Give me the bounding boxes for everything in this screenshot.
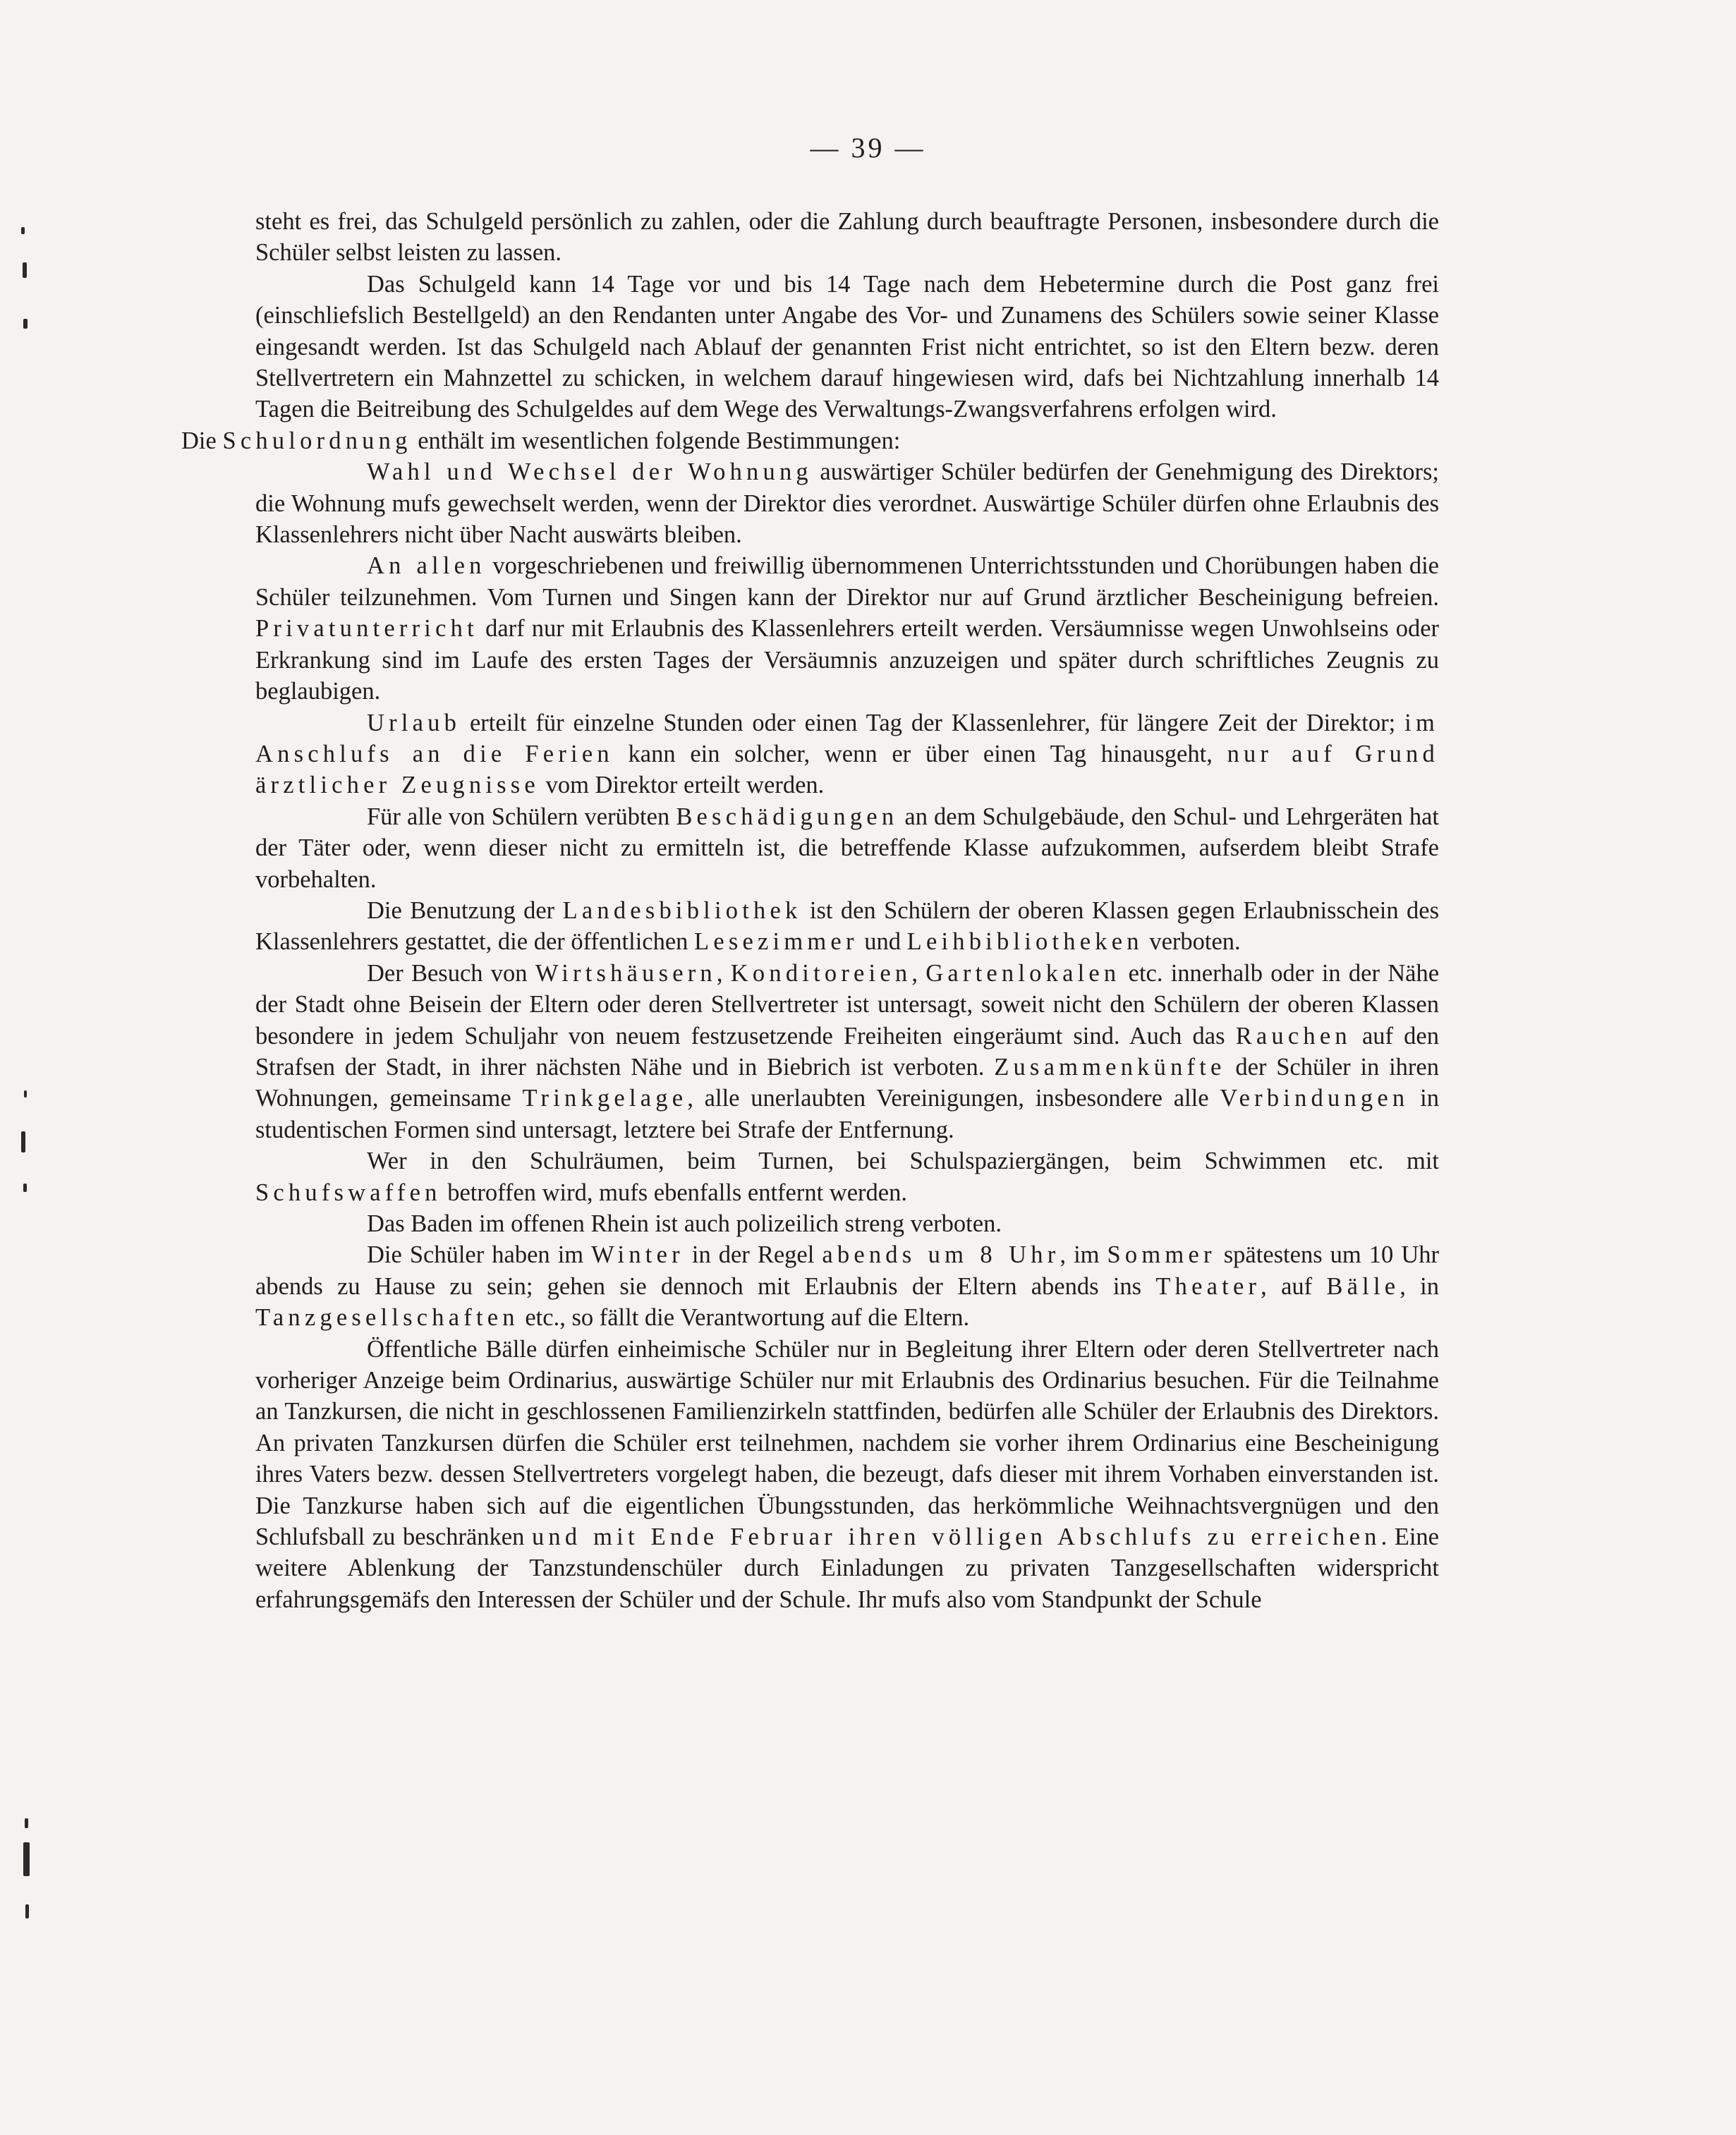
text-run: , alle unerlaubten Vereinigungen, insbesondere alle: [687, 1085, 1220, 1112]
spaced-emphasis: Tanzgesellschaften: [255, 1304, 519, 1332]
scan-artifact: [25, 1904, 29, 1918]
spaced-emphasis: Schulordnung: [222, 427, 412, 454]
scan-artifact: [23, 319, 28, 329]
paragraph-p3: [181, 425, 1439, 456]
paragraph-p9: [255, 958, 1439, 1145]
spaced-emphasis: Beschädigungen: [676, 803, 899, 830]
text-run: betroffen wird, mufs ebenfalls entfernt werden.: [441, 1179, 907, 1206]
paragraph-p1: [255, 206, 1439, 269]
paragraph-p13: [255, 1334, 1439, 1616]
spaced-emphasis: Schufswaffen: [255, 1179, 442, 1206]
text-run: verboten.: [1143, 928, 1241, 956]
text-run: etc., so fällt die Verantwortung auf die Eltern.: [518, 1304, 970, 1332]
text-run: darf nur mit Erlaubnis des Klassenlehrers erteilt werden. Versäumnisse wegen Unwohlseins oder Erkrankung sind im Laufe des ersten Tages der Versäumnis anzuzeigen und später durch schriftliches Zeugnis zu beglaubigen.: [255, 615, 1439, 705]
text-run: enthält im wesentlichen folgende Bestimmungen:: [411, 427, 901, 454]
text-run: an dem Schulgebäude, den Schul- und Lehrgeräten hat der Täter oder, wenn dieser nicht zu ermitteln ist, die betreffende Klasse aufzukommen, aufserdem bleibt Strafe vorbehalten.: [255, 803, 1439, 893]
spaced-emphasis: Leihbibliotheken: [906, 928, 1143, 956]
paragraph-p10: [255, 1145, 1439, 1208]
text-run: in der Regel: [684, 1241, 823, 1269]
text-run: etc. innerhalb oder in der Nähe der Stadt ohne Beisein der Eltern oder deren Stellvertreter ist untersagt, soweit nicht den Schülern der oberen Klassen besondere in jedem Schuljahr von neuem festzusetzende Freiheiten eingeräumt sind. Auch das: [255, 959, 1440, 1050]
spaced-emphasis: nur auf Grund ärztlicher Zeugnisse: [255, 740, 1439, 799]
text-run: Die Benutzung der: [367, 896, 563, 924]
spaced-emphasis: Winter: [591, 1241, 684, 1269]
spaced-emphasis: im Anschlufs an die Ferien: [255, 709, 1439, 767]
text-run: ,: [716, 959, 731, 987]
text-run: Das Baden im offenen Rhein ist auch polizeilich streng verboten.: [367, 1210, 1002, 1237]
paragraph-p2: [255, 269, 1439, 425]
text-run: ,: [911, 959, 926, 987]
spaced-emphasis: Wahl und Wechsel der Wohnung: [367, 458, 813, 486]
scan-artifact: [25, 1818, 28, 1828]
text-run: auf den Strafsen der Stadt, in ihrer nächsten Nähe und in Biebrich ist verboten.: [255, 1022, 1439, 1081]
paragraph-p5: [255, 550, 1439, 707]
spaced-emphasis: Urlaub: [367, 709, 461, 736]
spaced-emphasis: Sommer: [1107, 1241, 1216, 1269]
spaced-emphasis: An allen: [367, 552, 486, 580]
text-run: , in: [1400, 1272, 1439, 1300]
text-run: . Eine weitere Ablenkung der Tanzstundenschüler durch Einladungen zu privaten Tanzgesellschaften widerspricht erfahrungsgemäfs den Interessen der Schüler und der Schule. Ihr mufs also vom Standpunkt der Schule: [255, 1523, 1439, 1613]
text-run: Die: [181, 427, 223, 454]
spaced-emphasis: Privatunterricht: [255, 615, 478, 643]
spaced-emphasis: Verbindungen: [1220, 1085, 1409, 1112]
scan-artifact: [24, 1090, 27, 1097]
scan-artifact: [23, 1184, 27, 1192]
text-run: auswärtiger Schüler bedürfen der Genehmigung des Direktors; die Wohnung mufs gewechselt werden, wenn der Direktor dies verordnet. Auswärtige Schüler dürfen ohne Erlaubnis des Klassenlehrers nicht über Nacht auswärts bleiben.: [255, 458, 1439, 549]
scan-artifact: [21, 1131, 25, 1152]
text-run: Der Besuch von: [367, 959, 535, 987]
text-run: vorgeschriebenen und freiwillig übernommenen Unterrichtsstunden und Chorübungen haben die Schüler teilzunehmen. Vom Turnen und Singen kann der Direktor nur auf Grund ärztlicher Bescheinigung befreien.: [255, 552, 1439, 611]
text-run: spätestens um 10 Uhr abends zu Hause zu sein; gehen sie dennoch mit Erlaubnis der Eltern abends ins: [255, 1241, 1439, 1300]
text-run: Öffentliche Bälle dürfen einheimische Schüler nur in Begleitung ihrer Eltern oder deren Stellvertreter nach vorheriger Anzeige beim Ordinarius, auswärtige Schüler nur mit Erlaubnis des Ordinarius besuchen. Für die Teilnahme an Tanzkursen, die nicht in geschlossenen Familienzirkeln stattfinden, bedürfen alle Schüler der Erlaubnis des Direktors. An privaten Tanzkursen dürfen die Schüler erst teilnehmen, nachdem sie vorher ihrem Ordinarius eine Bescheinigung ihres Vaters bezw. dessen Stellvertreters vorgelegt haben, die bezeugt, dafs dieser mit ihrem Vorhaben einverstanden ist. Die Tanzkurse haben sich auf die eigentlichen Übungsstunden, das herkömmliche Weihnachtsvergnügen und den Schlufsball zu beschränken: [255, 1335, 1439, 1551]
spaced-emphasis: Gartenlokalen: [925, 959, 1121, 987]
text-run: Für alle von Schülern verübten: [367, 803, 676, 830]
paragraph-p4: [255, 456, 1439, 550]
text-run: kann ein solcher, wenn er über einen Tag hinausgeht,: [613, 740, 1227, 767]
text-run: und: [858, 928, 907, 956]
spaced-emphasis: Rauchen: [1235, 1022, 1352, 1050]
spaced-emphasis: Zusammenkünfte: [994, 1053, 1226, 1081]
text-run: , auf: [1261, 1272, 1327, 1300]
text-run: erteilt für einzelne Stunden oder einen Tag der Klassenlehrer, für längere Zeit der Direktor;: [461, 709, 1405, 736]
text-run: Die Schüler haben im: [367, 1241, 592, 1269]
paragraph-p12: [255, 1239, 1439, 1333]
spaced-emphasis: Konditoreien: [730, 959, 912, 987]
text-run: Wer in den Schulräumen, beim Turnen, bei Schulspaziergängen, beim Schwimmen etc. mit: [367, 1148, 1439, 1175]
spaced-emphasis: Wirtshäusern: [535, 959, 717, 987]
spaced-emphasis: Trinkgelage: [522, 1085, 688, 1112]
scan-artifact: [23, 1842, 30, 1876]
document-body: [181, 206, 1440, 1615]
spaced-emphasis: Bälle: [1326, 1272, 1400, 1300]
text-run: vom Direktor erteilt werden.: [539, 772, 825, 799]
paragraph-p11: [255, 1208, 1439, 1239]
text-run: Das Schulgeld kann 14 Tage vor und bis 14 Tage nach dem Hebetermine durch die Post ganz frei (einschliefslich Bestellgeld) an den Rendanten unter Angabe des Vor- und Zunamens des Schülers sowie seiner Klasse eingesandt werden. Ist das Schulgeld nach Ablauf der genannten Frist nicht entrichtet, so ist den Eltern bezw. deren Stellvertretern ein Mahnzettel zu schicken, in welchem darauf hingewiesen wird, dafs bei Nichtzahlung innerhalb 14 Tagen die Beitreibung des Schulgeldes auf dem Wege des Verwaltungs-Zwangsverfahrens erfolgen wird.: [255, 270, 1439, 423]
text-run: der Schüler in ihren Wohnungen, gemeinsame: [255, 1053, 1439, 1112]
paragraph-p8: [255, 895, 1439, 958]
text-run: steht es frei, das Schulgeld persönlich zu zahlen, oder die Zahlung durch beauftragte Personen, insbesondere durch die Schüler selbst leisten zu lassen.: [255, 208, 1439, 267]
scan-artifact: [23, 262, 27, 278]
spaced-emphasis: abends um 8 Uhr: [822, 1241, 1060, 1269]
scan-artifact: [21, 227, 25, 234]
spaced-emphasis: Landesbibliothek: [562, 896, 802, 924]
text-run: ist den Schülern der oberen Klassen gegen Erlaubnisschein des Klassenlehrers gestattet, die der öffentlichen: [255, 896, 1439, 956]
text-run: , im: [1060, 1241, 1107, 1269]
paragraph-p6: [255, 707, 1439, 801]
spaced-emphasis: Lesezimmer: [694, 928, 858, 956]
page-number: — 39 —: [810, 132, 926, 164]
text-run: in studentischen Formen sind untersagt, letztere bei Strafe der Entfernung.: [255, 1085, 1439, 1143]
spaced-emphasis: Theater: [1155, 1272, 1261, 1300]
paragraph-p7: [255, 801, 1439, 895]
spaced-emphasis: und mit Ende Februar ihren völligen Abschlufs zu erreichen: [531, 1523, 1381, 1551]
